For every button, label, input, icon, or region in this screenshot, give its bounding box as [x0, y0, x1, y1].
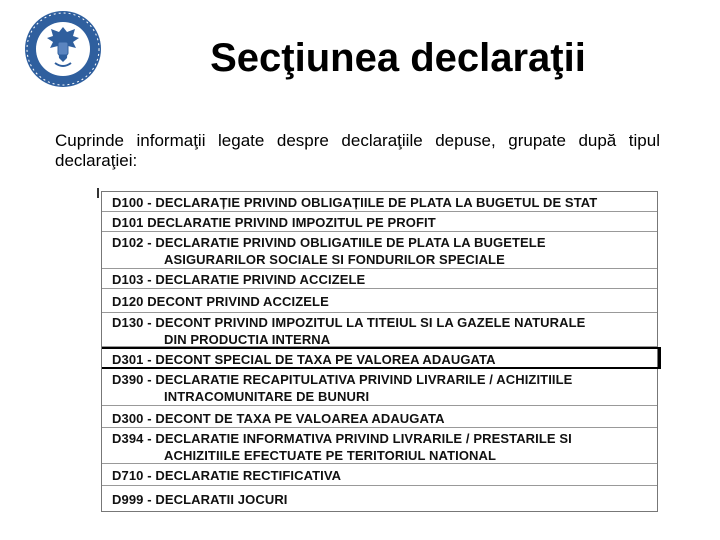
declaration-row-d101	[102, 212, 657, 232]
declaration-row-d102	[102, 232, 657, 269]
declaration-row-d103	[102, 269, 657, 289]
declaration-row-d390	[102, 369, 657, 406]
declaration-row-d301	[102, 347, 661, 369]
declaration-row-d100	[102, 192, 657, 212]
declaration-label: D394 - DECLARATIE INFORMATIVA PRIVIND LIVRARILE / PRESTARILE SI	[112, 431, 572, 446]
declaration-label-continued: ASIGURARILOR SOCIALE SI FONDURILOR SPECIALE	[164, 252, 505, 267]
page-title: Secţiunea declaraţii	[210, 36, 586, 80]
declaration-label: D120 DECONT PRIVIND ACCIZELE	[112, 294, 329, 309]
declaration-label: D100 - DECLARAȚIE PRIVIND OBLIGAȚIILE DE PLATA LA BUGETUL DE STAT	[112, 195, 598, 210]
declaration-label: D101 DECLARATIE PRIVIND IMPOZITUL PE PROFIT	[112, 215, 436, 230]
declaration-label: D301 - DECONT SPECIAL DE TAXA PE VALOREA ADAUGATA	[112, 352, 496, 367]
declaration-label-continued: ACHIZITIILE EFECTUATE PE TERITORIUL NATIONAL	[164, 448, 497, 463]
declaration-row-d130	[102, 313, 657, 347]
declaration-label: D103 - DECLARATIE PRIVIND ACCIZELE	[112, 272, 366, 287]
intro-paragraph: Cuprinde informaţii legate despre declaraţiile depuse, grupate după tipul declaraţiei:	[55, 131, 660, 170]
declaration-row-d300	[102, 406, 657, 428]
declaration-row-d120	[102, 289, 657, 313]
declaration-row-d394	[102, 428, 657, 464]
declarations-table	[101, 191, 658, 512]
declaration-label: D999 - DECLARATII JOCURI	[112, 492, 288, 507]
declaration-label: D102 - DECLARATIE PRIVIND OBLIGATIILE DE PLATA LA BUGETELE	[112, 235, 546, 250]
declaration-label: D710 - DECLARATIE RECTIFICATIVA	[112, 468, 342, 483]
declaration-label: D390 - DECLARATIE RECAPITULATIVA PRIVIND LIVRARILE / ACHIZITIILE	[112, 372, 573, 387]
declaration-label: D300 - DECONT DE TAXA PE VALOAREA ADAUGATA	[112, 411, 445, 426]
declaration-label: D130 - DECONT PRIVIND IMPOZITUL LA TITEIUL SI LA GAZELE NATURALE	[112, 315, 586, 330]
table-corner-mark	[97, 188, 99, 198]
declaration-label-continued: INTRACOMUNITARE DE BUNURI	[164, 389, 370, 404]
declaration-row-d710	[102, 464, 657, 486]
declaration-row-d999	[102, 486, 657, 511]
declaration-label-continued: DIN PRODUCTIA INTERNA	[164, 332, 331, 347]
